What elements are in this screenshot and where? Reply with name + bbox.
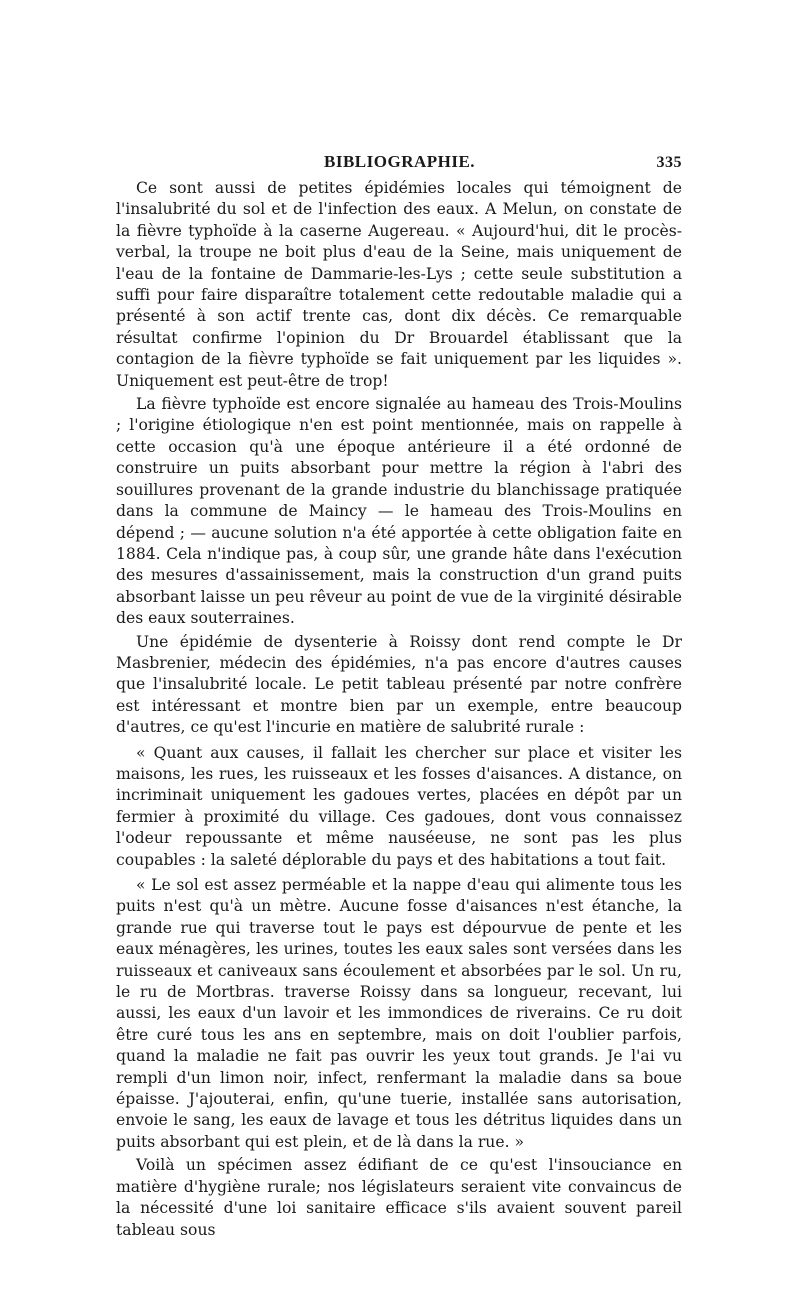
paragraph-melun: Ce sont aussi de petites épidémies locales qui témoignent de l'insalubrité du sol et de l'infection des eaux. A Melun, on constate de la fièvre typhoïde à la caserne Augereau. « Aujourd'hui, dit le procès-verbal, la troupe ne boit plus d'eau de la Seine, mais uniquement de l'eau de la fontaine de Dammarie-les-Lys ; cette seule substitution a suffi pour faire disparaître totalement cette redoutable maladie qui a présenté à son actif trente cas, dont dix décès. Ce remarquable résultat confirme l'opinion du Dr Brouardel établissant que la contagion de la fièvre typhoïde se fait uniquement par les liquides ». Uniquement est peut-être de trop!	[116, 179, 682, 390]
running-head	[116, 148, 682, 178]
paragraph-trois-moulins: La fièvre typhoïde est encore signalée au hameau des Trois-Moulins ; l'origine étiologique n'en est point mentionnée, mais on rappelle à cette occasion qu'à une époque antérieure il a été ordonné de construire un puits absorbant pour mettre la région à l'abri des souillures provenant de la grande industrie du blanchissage pratiquée dans la commune de Maincy — le hameau des Trois-Moulins en dépend ; — aucune solution n'a été apportée à cette obligation faite en 1884. Cela n'indique pas, à coup sûr, une grande hâte dans l'exécution des mesures d'assainissement, mais la construction d'un grand puits absorbant laisse un peu rêveur au point de vue de la virginité désirable des eaux souterraines.	[116, 395, 682, 628]
running-title: BIBLIOGRAPHIE.	[324, 152, 476, 171]
paragraph-conclusion: Voilà un spécimen assez édifiant de ce qu'est l'insouciance en matière d'hygiène rurale; nos législateurs seraient vite convaincus de la nécessité d'une loi sanitaire efficace s'ils avaient souvent pareil tableau sous	[116, 1156, 682, 1239]
quote-paragraph-causes: « Quant aux causes, il fallait les chercher sur place et visiter les maisons, les rues, les ruisseaux et les fosses d'aisances. A distance, on incriminait uniquement les gadoues vertes, placées en dépôt par un fermier à proximité du village. Ces gadoues, dont vous connaissez l'odeur repoussante et même nauséeuse, ne sont pas les plus coupables : la saleté déplorable du pays et des habitations a tout fait.	[116, 743, 682, 869]
document-page	[116, 148, 682, 1243]
paragraph-roissy-dysenterie: Une épidémie de dysenterie à Roissy dont rend compte le Dr Masbrenier, médecin des épidémies, n'a pas encore d'autres causes que l'insalubrité locale. Le petit tableau présenté par notre confrère est intéressant et montre bien par un exemple, entre beaucoup d'autres, ce qu'est l'incurie en matière de salubrité rurale :	[116, 632, 682, 737]
page-number: 335	[656, 154, 682, 171]
quote-paragraph-sol: « Le sol est assez perméable et la nappe d'eau qui alimente tous les puits n'est qu'à un mètre. Aucune fosse d'aisances n'est étanche, la grande rue qui traverse tout le pays est dépourvue de pente et les eaux ménagères, les urines, toutes les eaux sales sont versées dans les ruisseaux et caniveaux sans écoulement et absorbées par le sol. Un ru, le ru de Mortbras. traverse Roissy dans sa longueur, recevant, lui aussi, les eaux d'un lavoir et les immondices de riverains. Ce ru doit être curé tous les ans en septembre, mais on doit l'oublier parfois, quand la maladie ne fait pas ouvrir les yeux tout grands. Je l'ai vu rempli d'un limon noir, infect, renfermant la maladie dans sa boue épaisse. J'ajouterai, enfin, qu'une tuerie, installée sans autorisation, envoie le sang, les eaux de lavage et tous les détritus liquides dans un puits absorbant qui est plein, et de là dans la rue. »	[116, 876, 682, 1151]
